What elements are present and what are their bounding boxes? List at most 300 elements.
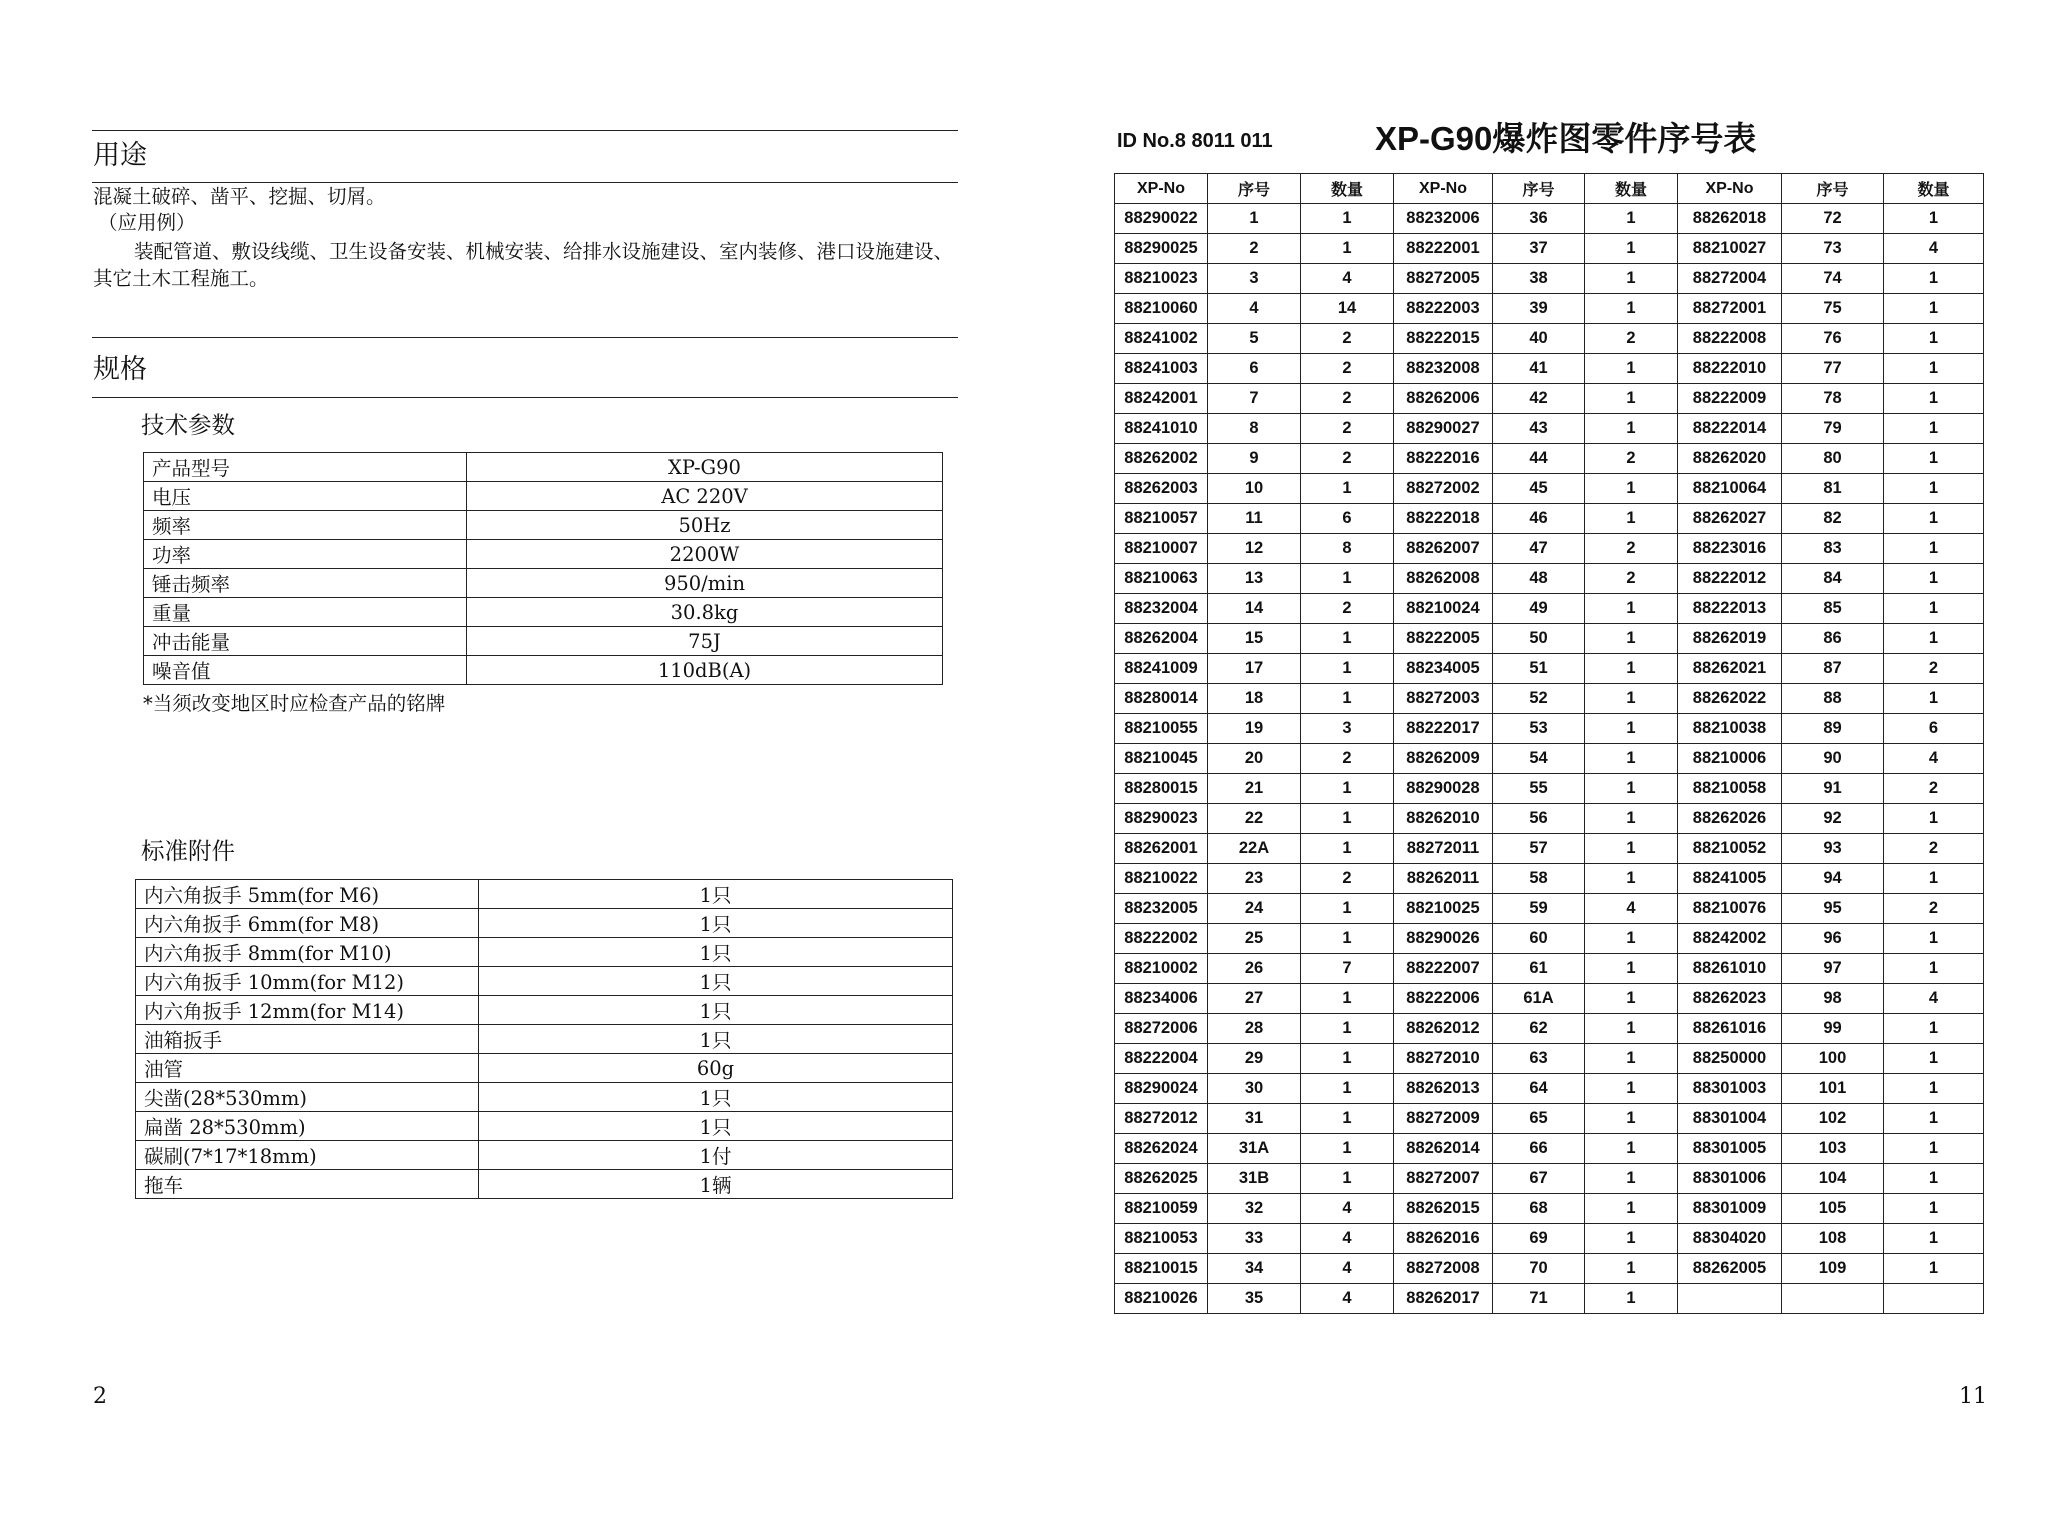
parts-cell: 24 <box>1208 894 1301 924</box>
parts-row <box>1115 804 1984 834</box>
parts-cell: 1 <box>1884 954 1984 984</box>
parts-row <box>1115 684 1984 714</box>
parts-row <box>1115 654 1984 684</box>
parts-cell: 88210052 <box>1678 834 1782 864</box>
parts-cell: 88210023 <box>1115 264 1208 294</box>
parts-cell: 4 <box>1301 264 1394 294</box>
parts-cell: 88290028 <box>1394 774 1493 804</box>
parts-row <box>1115 894 1984 924</box>
parts-cell: 88272005 <box>1394 264 1493 294</box>
parts-cell: 88301004 <box>1678 1104 1782 1134</box>
parts-cell: 88210059 <box>1115 1194 1208 1224</box>
parts-cell: 88272011 <box>1394 834 1493 864</box>
parts-cell: 2 <box>1884 774 1984 804</box>
parts-cell: 4 <box>1301 1254 1394 1284</box>
parts-cell: 19 <box>1208 714 1301 744</box>
tech-param-value: AC 220V <box>467 482 943 511</box>
parts-cell: 88222003 <box>1394 294 1493 324</box>
accessory-row <box>136 996 953 1025</box>
parts-cell: 88210076 <box>1678 894 1782 924</box>
parts-cell: 88272009 <box>1394 1104 1493 1134</box>
parts-cell: 47 <box>1493 534 1585 564</box>
parts-cell: 97 <box>1782 954 1884 984</box>
parts-cell: 88222018 <box>1394 504 1493 534</box>
parts-cell: 1 <box>1301 1104 1394 1134</box>
parts-cell: 79 <box>1782 414 1884 444</box>
parts-cell: 88280014 <box>1115 684 1208 714</box>
parts-cell: 78 <box>1782 384 1884 414</box>
parts-row <box>1115 384 1984 414</box>
parts-cell: 72 <box>1782 204 1884 234</box>
parts-cell: 1 <box>1585 774 1678 804</box>
parts-cell: 88210026 <box>1115 1284 1208 1314</box>
parts-cell: 96 <box>1782 924 1884 954</box>
parts-cell: 22A <box>1208 834 1301 864</box>
parts-cell: 1 <box>1585 954 1678 984</box>
tech-param-name: 功率 <box>144 540 467 569</box>
parts-cell: 88272004 <box>1678 264 1782 294</box>
parts-cell: 81 <box>1782 474 1884 504</box>
parts-cell: 1 <box>1585 804 1678 834</box>
parts-cell: 88241009 <box>1115 654 1208 684</box>
parts-cell: 1 <box>1585 474 1678 504</box>
accessory-qty: 1只 <box>479 938 953 967</box>
parts-cell: 88262015 <box>1394 1194 1493 1224</box>
tech-param-row <box>144 511 943 540</box>
parts-cell: 108 <box>1782 1224 1884 1254</box>
parts-cell: 61 <box>1493 954 1585 984</box>
parts-row <box>1115 564 1984 594</box>
parts-cell: 1 <box>1884 534 1984 564</box>
parts-row <box>1115 294 1984 324</box>
parts-cell: 8 <box>1301 534 1394 564</box>
tech-param-row <box>144 540 943 569</box>
parts-cell: 49 <box>1493 594 1585 624</box>
parts-cell: 88262006 <box>1394 384 1493 414</box>
tech-param-name: 冲击能量 <box>144 627 467 656</box>
parts-cell: 88 <box>1782 684 1884 714</box>
usage-heading: 用途 <box>93 140 147 171</box>
parts-cell: 88241005 <box>1678 864 1782 894</box>
accessory-qty: 1只 <box>479 1083 953 1112</box>
parts-cell: 88234005 <box>1394 654 1493 684</box>
parts-cell: 85 <box>1782 594 1884 624</box>
tech-param-name: 噪音值 <box>144 656 467 685</box>
parts-cell: 1 <box>1585 504 1678 534</box>
parts-cell: 88222004 <box>1115 1044 1208 1074</box>
parts-cell: 33 <box>1208 1224 1301 1254</box>
parts-cell: 88290024 <box>1115 1074 1208 1104</box>
parts-cell: 88290026 <box>1394 924 1493 954</box>
parts-cell: 71 <box>1493 1284 1585 1314</box>
parts-cell: 88222005 <box>1394 624 1493 654</box>
parts-cell: 88210038 <box>1678 714 1782 744</box>
parts-cell: 1 <box>1884 1074 1984 1104</box>
parts-cell: 88262026 <box>1678 804 1782 834</box>
parts-row <box>1115 954 1984 984</box>
parts-cell: 91 <box>1782 774 1884 804</box>
parts-cell: 1 <box>1585 744 1678 774</box>
parts-cell: 9 <box>1208 444 1301 474</box>
parts-cell: 18 <box>1208 684 1301 714</box>
parts-cell: 1 <box>1585 414 1678 444</box>
parts-table-title: XP-G90爆炸图零件序号表 <box>1375 120 1757 157</box>
parts-cell: 34 <box>1208 1254 1301 1284</box>
parts-cell: 1 <box>1585 384 1678 414</box>
parts-cell: 1 <box>1884 564 1984 594</box>
parts-cell: 88242001 <box>1115 384 1208 414</box>
accessory-name: 内六角扳手 6mm(for M8) <box>136 909 479 938</box>
accessory-name: 内六角扳手 5mm(for M6) <box>136 880 479 909</box>
parts-cell: 4 <box>1208 294 1301 324</box>
parts-cell: 88210045 <box>1115 744 1208 774</box>
accessory-row <box>136 1112 953 1141</box>
parts-row <box>1115 924 1984 954</box>
parts-cell: 88262012 <box>1394 1014 1493 1044</box>
section-rule <box>92 397 958 398</box>
parts-cell: 90 <box>1782 744 1884 774</box>
usage-line: 混凝土破碎、凿平、挖掘、切屑。 <box>93 185 386 208</box>
parts-cell: 4 <box>1884 234 1984 264</box>
parts-cell: 57 <box>1493 834 1585 864</box>
parts-cell: 22 <box>1208 804 1301 834</box>
parts-cell: 3 <box>1208 264 1301 294</box>
parts-cell: 1 <box>1301 234 1394 264</box>
parts-cell: 69 <box>1493 1224 1585 1254</box>
parts-cell: 88262023 <box>1678 984 1782 1014</box>
parts-cell: 88262019 <box>1678 624 1782 654</box>
section-rule <box>92 182 958 183</box>
tech-param-value: 2200W <box>467 540 943 569</box>
parts-row <box>1115 714 1984 744</box>
parts-cell: 51 <box>1493 654 1585 684</box>
parts-cell: 94 <box>1782 864 1884 894</box>
parts-cell: 88262009 <box>1394 744 1493 774</box>
parts-cell: 29 <box>1208 1044 1301 1074</box>
parts-cell: 41 <box>1493 354 1585 384</box>
parts-cell: 1 <box>1301 204 1394 234</box>
parts-cell: 88232005 <box>1115 894 1208 924</box>
parts-cell: 88301009 <box>1678 1194 1782 1224</box>
accessory-name: 油箱扳手 <box>136 1025 479 1054</box>
parts-cell: 88222008 <box>1678 324 1782 354</box>
parts-cell: 1 <box>1884 1224 1984 1254</box>
parts-row <box>1115 234 1984 264</box>
parts-cell: 88272001 <box>1678 294 1782 324</box>
parts-cell: 1 <box>1884 1164 1984 1194</box>
parts-cell: 88262002 <box>1115 444 1208 474</box>
parts-cell: 61A <box>1493 984 1585 1014</box>
parts-cell: 1 <box>1301 894 1394 924</box>
parts-cell: 88222002 <box>1115 924 1208 954</box>
parts-cell: 37 <box>1493 234 1585 264</box>
accessory-qty: 1只 <box>479 996 953 1025</box>
parts-cell: 74 <box>1782 264 1884 294</box>
parts-cell: 88222014 <box>1678 414 1782 444</box>
parts-cell: 104 <box>1782 1164 1884 1194</box>
parts-cell: 12 <box>1208 534 1301 564</box>
parts-row <box>1115 1134 1984 1164</box>
parts-cell: 88290022 <box>1115 204 1208 234</box>
parts-cell: 54 <box>1493 744 1585 774</box>
parts-cell: 1 <box>1585 1134 1678 1164</box>
parts-cell: 40 <box>1493 324 1585 354</box>
parts-cell: 2 <box>1301 444 1394 474</box>
parts-row <box>1115 264 1984 294</box>
parts-cell: 1 <box>1585 1254 1678 1284</box>
parts-row <box>1115 474 1984 504</box>
parts-cell: 36 <box>1493 204 1585 234</box>
parts-cell: 1 <box>1301 564 1394 594</box>
accessory-name: 油管 <box>136 1054 479 1083</box>
tech-param-value: 75J <box>467 627 943 656</box>
parts-cell: 88210022 <box>1115 864 1208 894</box>
parts-cell: 23 <box>1208 864 1301 894</box>
parts-cell: 1 <box>1585 594 1678 624</box>
parts-cell: 102 <box>1782 1104 1884 1134</box>
parts-cell: 88210055 <box>1115 714 1208 744</box>
accessory-name: 尖凿(28*530mm) <box>136 1083 479 1112</box>
parts-cell: 88280015 <box>1115 774 1208 804</box>
parts-cell: 88222006 <box>1394 984 1493 1014</box>
parts-cell: 2 <box>1884 654 1984 684</box>
parts-cell: 14 <box>1208 594 1301 624</box>
parts-cell: 63 <box>1493 1044 1585 1074</box>
tech-params-heading: 技术参数 <box>141 411 235 439</box>
parts-cell: 1 <box>1585 1044 1678 1074</box>
parts-row <box>1115 444 1984 474</box>
parts-cell: 1 <box>1585 1104 1678 1134</box>
parts-cell: 44 <box>1493 444 1585 474</box>
parts-cell: 88262010 <box>1394 804 1493 834</box>
parts-cell: 1 <box>1884 504 1984 534</box>
parts-cell: 1 <box>1585 1284 1678 1314</box>
accessory-name: 拖车 <box>136 1170 479 1199</box>
parts-cell: 88290025 <box>1115 234 1208 264</box>
parts-cell: 88262022 <box>1678 684 1782 714</box>
parts-cell: 88222007 <box>1394 954 1493 984</box>
parts-cell: 84 <box>1782 564 1884 594</box>
parts-cell: 1 <box>1884 924 1984 954</box>
parts-cell: 1 <box>1884 1134 1984 1164</box>
parts-cell: 1 <box>1884 474 1984 504</box>
parts-cell: 88304020 <box>1678 1224 1782 1254</box>
parts-cell: 88232006 <box>1394 204 1493 234</box>
parts-cell: 1 <box>1884 594 1984 624</box>
parts-row <box>1115 324 1984 354</box>
tech-param-row <box>144 627 943 656</box>
section-rule <box>92 130 958 131</box>
parts-cell: 21 <box>1208 774 1301 804</box>
tech-param-name: 频率 <box>144 511 467 540</box>
page-number-right: 11 <box>1959 1384 1987 1409</box>
parts-cell: 11 <box>1208 504 1301 534</box>
parts-cell: 2 <box>1208 234 1301 264</box>
tech-param-value: 110dB(A) <box>467 656 943 685</box>
parts-cell: 88210064 <box>1678 474 1782 504</box>
parts-row <box>1115 744 1984 774</box>
parts-cell: 1 <box>1884 624 1984 654</box>
parts-cell: 86 <box>1782 624 1884 654</box>
accessory-row <box>136 880 953 909</box>
parts-cell: 88262017 <box>1394 1284 1493 1314</box>
parts-row <box>1115 1194 1984 1224</box>
parts-cell: 4 <box>1301 1194 1394 1224</box>
section-rule <box>92 337 958 338</box>
parts-row <box>1115 534 1984 564</box>
accessory-qty: 60g <box>479 1054 953 1083</box>
parts-cell: 1 <box>1301 1164 1394 1194</box>
parts-cell: 80 <box>1782 444 1884 474</box>
parts-cell: 1 <box>1884 1194 1984 1224</box>
parts-column-header: 序号 <box>1782 174 1884 204</box>
accessory-qty: 1只 <box>479 1112 953 1141</box>
parts-row <box>1115 624 1984 654</box>
parts-cell: 1 <box>1585 1194 1678 1224</box>
parts-cell: 99 <box>1782 1014 1884 1044</box>
parts-cell: 1 <box>1585 624 1678 654</box>
page-number-left: 2 <box>93 1384 107 1409</box>
accessory-qty: 1辆 <box>479 1170 953 1199</box>
parts-cell: 88223016 <box>1678 534 1782 564</box>
tech-param-row <box>144 569 943 598</box>
parts-cell: 65 <box>1493 1104 1585 1134</box>
parts-cell: 93 <box>1782 834 1884 864</box>
parts-column-header: 数量 <box>1301 174 1394 204</box>
parts-cell: 88301005 <box>1678 1134 1782 1164</box>
parts-cell: 1 <box>1884 384 1984 414</box>
parts-cell: 2 <box>1585 564 1678 594</box>
parts-cell: 64 <box>1493 1074 1585 1104</box>
parts-cell: 88262001 <box>1115 834 1208 864</box>
parts-cell: 10 <box>1208 474 1301 504</box>
parts-cell: 2 <box>1301 864 1394 894</box>
parts-cell: 88272007 <box>1394 1164 1493 1194</box>
parts-cell: 1 <box>1585 264 1678 294</box>
parts-cell: 1 <box>1585 924 1678 954</box>
parts-cell: 88290023 <box>1115 804 1208 834</box>
parts-cell: 60 <box>1493 924 1585 954</box>
parts-row <box>1115 1104 1984 1134</box>
parts-cell: 82 <box>1782 504 1884 534</box>
parts-cell: 88222015 <box>1394 324 1493 354</box>
parts-cell: 101 <box>1782 1074 1884 1104</box>
parts-cell: 1 <box>1585 354 1678 384</box>
parts-cell: 46 <box>1493 504 1585 534</box>
parts-cell: 2 <box>1301 354 1394 384</box>
parts-cell: 56 <box>1493 804 1585 834</box>
parts-cell: 88222012 <box>1678 564 1782 594</box>
accessory-row <box>136 967 953 996</box>
parts-cell: 17 <box>1208 654 1301 684</box>
parts-cell: 88250000 <box>1678 1044 1782 1074</box>
parts-cell: 1 <box>1301 654 1394 684</box>
parts-cell: 1 <box>1301 984 1394 1014</box>
parts-cell: 66 <box>1493 1134 1585 1164</box>
accessory-name: 内六角扳手 8mm(for M10) <box>136 938 479 967</box>
parts-cell: 75 <box>1782 294 1884 324</box>
parts-cell: 88272012 <box>1115 1104 1208 1134</box>
parts-cell: 88210027 <box>1678 234 1782 264</box>
parts-cell: 35 <box>1208 1284 1301 1314</box>
id-number-label: ID No.8 8011 011 <box>1117 130 1273 152</box>
parts-cell: 50 <box>1493 624 1585 654</box>
parts-cell: 15 <box>1208 624 1301 654</box>
parts-cell: 2 <box>1301 324 1394 354</box>
parts-cell: 1 <box>1884 264 1984 294</box>
parts-cell: 88210060 <box>1115 294 1208 324</box>
parts-cell: 5 <box>1208 324 1301 354</box>
parts-cell: 88261016 <box>1678 1014 1782 1044</box>
parts-cell: 31A <box>1208 1134 1301 1164</box>
parts-cell: 88222017 <box>1394 714 1493 744</box>
parts-row <box>1115 1074 1984 1104</box>
tech-param-name: 锤击频率 <box>144 569 467 598</box>
parts-cell: 1 <box>1301 1014 1394 1044</box>
parts-row <box>1115 1224 1984 1254</box>
parts-cell: 1 <box>1585 294 1678 324</box>
parts-cell: 88262016 <box>1394 1224 1493 1254</box>
accessory-name: 内六角扳手 10mm(for M12) <box>136 967 479 996</box>
parts-cell: 1 <box>1884 864 1984 894</box>
parts-cell: 2 <box>1301 594 1394 624</box>
tech-note: *当须改变地区时应检查产品的铭牌 <box>143 692 446 715</box>
parts-cell: 88262011 <box>1394 864 1493 894</box>
parts-column-header: 序号 <box>1493 174 1585 204</box>
parts-cell: 7 <box>1208 384 1301 414</box>
parts-cell: 88241002 <box>1115 324 1208 354</box>
parts-cell: 2 <box>1585 534 1678 564</box>
parts-cell: 88222010 <box>1678 354 1782 384</box>
parts-cell: 83 <box>1782 534 1884 564</box>
parts-cell: 88210025 <box>1394 894 1493 924</box>
parts-cell: 1 <box>1884 294 1984 324</box>
parts-cell: 4 <box>1884 744 1984 774</box>
parts-cell: 88272003 <box>1394 684 1493 714</box>
accessory-row <box>136 1141 953 1170</box>
left-page <box>0 0 1010 1524</box>
parts-cell: 88262025 <box>1115 1164 1208 1194</box>
spec-heading: 规格 <box>93 354 147 385</box>
parts-cell: 1 <box>1301 774 1394 804</box>
parts-cell: 95 <box>1782 894 1884 924</box>
parts-cell: 31 <box>1208 1104 1301 1134</box>
parts-cell: 58 <box>1493 864 1585 894</box>
parts-cell: 4 <box>1301 1284 1394 1314</box>
usage-line: 装配管道、敷设线缆、卫生设备安装、机械安装、给排水设施建设、室内装修、港口设施建设、 <box>134 240 954 263</box>
parts-cell: 88262018 <box>1678 204 1782 234</box>
accessory-qty: 1只 <box>479 880 953 909</box>
parts-cell: 88272010 <box>1394 1044 1493 1074</box>
tech-param-row <box>144 656 943 685</box>
parts-cell: 1 <box>1585 864 1678 894</box>
parts-cell: 68 <box>1493 1194 1585 1224</box>
parts-row <box>1115 1284 1984 1314</box>
parts-cell <box>1678 1284 1782 1314</box>
parts-cell: 1 <box>1884 204 1984 234</box>
parts-column-header: XP-No <box>1678 174 1782 204</box>
parts-cell: 88234006 <box>1115 984 1208 1014</box>
parts-cell: 88262013 <box>1394 1074 1493 1104</box>
parts-cell: 28 <box>1208 1014 1301 1044</box>
tech-param-value: 50Hz <box>467 511 943 540</box>
accessory-name: 碳刷(7*17*18mm) <box>136 1141 479 1170</box>
parts-cell: 1 <box>1585 714 1678 744</box>
accessory-row <box>136 1054 953 1083</box>
parts-cell: 1 <box>1884 324 1984 354</box>
parts-cell: 1 <box>1585 1014 1678 1044</box>
parts-column-header: XP-No <box>1394 174 1493 204</box>
